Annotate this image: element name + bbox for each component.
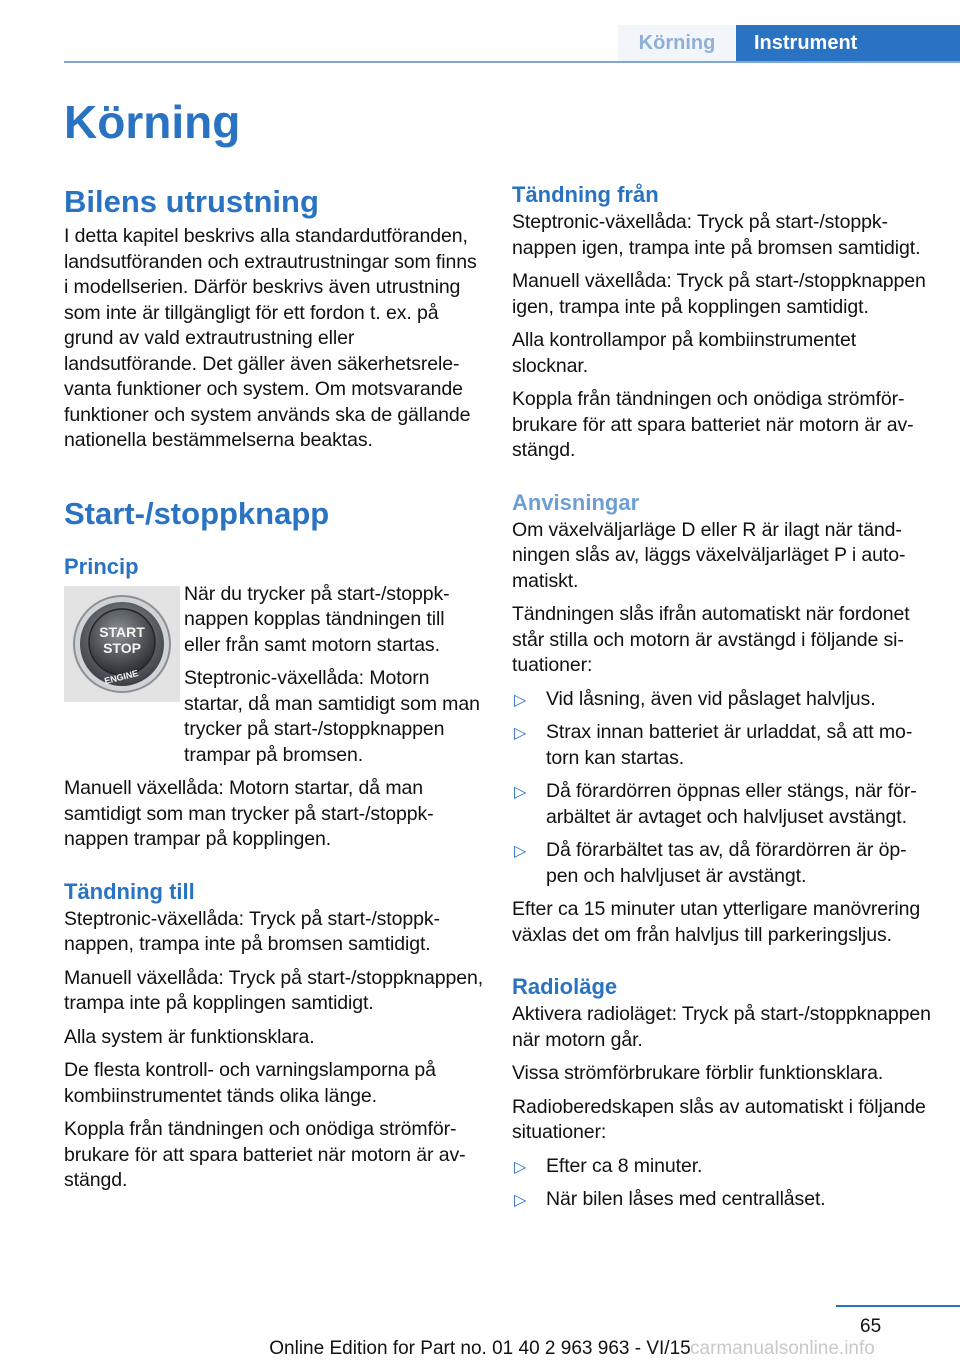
list-item-text: Då förardörren öppnas eller stängs, när förarbältet är avtaget och halvljuset avstängt.	[546, 780, 917, 828]
paragraph-ignition-on-5: Koppla från tändningen och onödiga strömförbrukare för att spara batteriet när motorn är avstängd.	[64, 1118, 466, 1191]
radio-bullet-list	[512, 1154, 932, 1213]
bullet-triangle-icon: ▷	[514, 1158, 527, 1176]
heading-ignition-off: Tändning från	[512, 182, 659, 207]
paragraph-radio-3: Radioberedskapen slås av automatiskt i följande situationer:	[512, 1095, 926, 1143]
start-stop-button-image	[64, 586, 180, 702]
bullet-triangle-icon: ▷	[514, 843, 527, 860]
notes-bullet-list	[512, 687, 932, 890]
heading-start-stop: Start-/stoppknapp	[64, 495, 330, 531]
section-tab-korning[interactable]: Körning	[618, 25, 736, 61]
paragraph-notes-2: Tändningen slås ifrån automatiskt när fordonet står stilla och motorn är avstängd i följande situationer:	[512, 603, 910, 676]
button-label-stop: STOP	[103, 639, 141, 656]
paragraph-notes-1: Om växelväljarläge D eller R är ilagt när tändningen slås av, läggs växelväljarläget P i automatiskt.	[512, 518, 906, 592]
list-item	[512, 838, 932, 889]
button-label-start: START	[99, 623, 145, 640]
bullet-triangle-icon: ▷	[514, 691, 527, 709]
section-tab-instrument[interactable]: Instrument	[736, 25, 960, 61]
paragraph-ignition-on-3: Alla system är funktionsklara.	[64, 1025, 315, 1048]
bullet-triangle-icon: ▷	[514, 784, 527, 801]
list-item-text: Vid låsning, även vid påslaget halvljus.	[546, 687, 876, 710]
paragraph-ignition-off-3: Alla kontrollampor på kombiinstrumentet slocknar.	[512, 329, 857, 377]
paragraph-radio-1: Aktivera radioläget: Tryck på start-/stoppknappen när motorn går.	[512, 1003, 931, 1051]
paragraph-ignition-off-4: Koppla från tändningen och onödiga strömförbrukare för att spara batteriet när motorn är avstängd.	[512, 388, 914, 461]
page-number: 65	[860, 1316, 882, 1337]
paragraph-ignition-off-2: Manuell växellåda: Tryck på start-/stoppknappen igen, trampa inte på kopplingen samtidigt.	[512, 270, 926, 318]
list-item-text: Efter ca 8 minuter.	[546, 1154, 703, 1177]
paragraph-ignition-off-1: Steptronic-växellåda: Tryck på start-/stoppknappen igen, trampa inte på bromsen samtidigt.	[512, 211, 921, 259]
paragraph-notes-3: Efter ca 15 minuter utan ytterligare manövrering växlas det om från halvljus till parkeringsljus.	[512, 898, 921, 946]
paragraph-radio-2: Vissa strömförbrukare förblir funktionsklara.	[512, 1062, 884, 1084]
list-item	[512, 1154, 932, 1180]
paragraph-princip-2-start	[184, 666, 484, 768]
bullet-triangle-icon: ▷	[514, 1192, 527, 1209]
paragraph-princip-3: Manuell växellåda: Motorn startar, då man samtidigt som man trycker på start-/stoppknappen trampar på kopplingen.	[64, 777, 434, 850]
heading-radio: Radioläge	[512, 974, 618, 999]
footer-edition: Online Edition for Part no. 01 40 2 963 963 - VI/15	[269, 1338, 691, 1359]
chapter-title: Körning	[64, 96, 241, 148]
list-item-text: Strax innan batteriet är urladdat, så att motorn kan startas.	[546, 721, 913, 769]
heading-notes: Anvisningar	[512, 489, 640, 515]
list-item-text: När bilen låses med centrallåset.	[546, 1188, 826, 1210]
list-item	[512, 1187, 932, 1213]
list-item	[512, 779, 932, 830]
paragraph-princip-1: När du trycker på start-/stoppknappen kopplas tändningen till eller från samt motorn startas.	[184, 582, 450, 656]
heading-ignition-on: Tändning till	[64, 878, 195, 904]
list-item	[512, 720, 932, 771]
paragraph-princip-2: Steptronic-växellåda: Motorn startar, då man samtidigt som man trycker på start-/stoppknappen trampar på bromsen.	[184, 667, 480, 766]
paragraph-equipment: I detta kapitel beskrivs alla standardutföranden, landsutföranden och extrautrustningar som finns i modellserien. Därför beskrivs även utrustning som inte är tillgängligt för ett fordon t. ex. på grund av vald extrautrustning eller landsutförande. Det gäller även säkerhetsrelevanta funktioner och system. Om motsvarande funktioner och system används ska de gällande nationella bestämmelserna beaktas.	[64, 225, 477, 451]
heading-princip: Princip	[64, 553, 139, 579]
right-column	[512, 180, 932, 1221]
header-rule	[64, 61, 960, 63]
bullet-triangle-icon: ▷	[514, 725, 527, 742]
paragraph-ignition-on-4: De flesta kontroll- och varningslamporna på kombiinstrumentet tänds olika länge.	[64, 1059, 436, 1107]
left-column	[64, 180, 484, 1202]
start-stop-button-icon	[72, 594, 172, 694]
page-header	[0, 0, 960, 62]
list-item	[512, 687, 932, 713]
button-label-engine: ENGINE	[103, 667, 140, 686]
footer-rule	[836, 1305, 960, 1307]
list-item-text: Då förarbältet tas av, då förardörren är öppen och halvljuset är avstängt.	[546, 839, 907, 887]
heading-equipment: Bilens utrustning	[64, 184, 319, 219]
princip-block	[64, 582, 484, 769]
watermark: carmanualsonline.info	[690, 1338, 875, 1359]
paragraph-ignition-on-2: Manuell växellåda: Tryck på start-/stoppknappen, trampa inte på kopplingen samtidigt.	[64, 966, 484, 1014]
paragraph-ignition-on-1: Steptronic-växellåda: Tryck på start-/stoppknappen, trampa inte på bromsen samtidigt.	[64, 907, 441, 955]
